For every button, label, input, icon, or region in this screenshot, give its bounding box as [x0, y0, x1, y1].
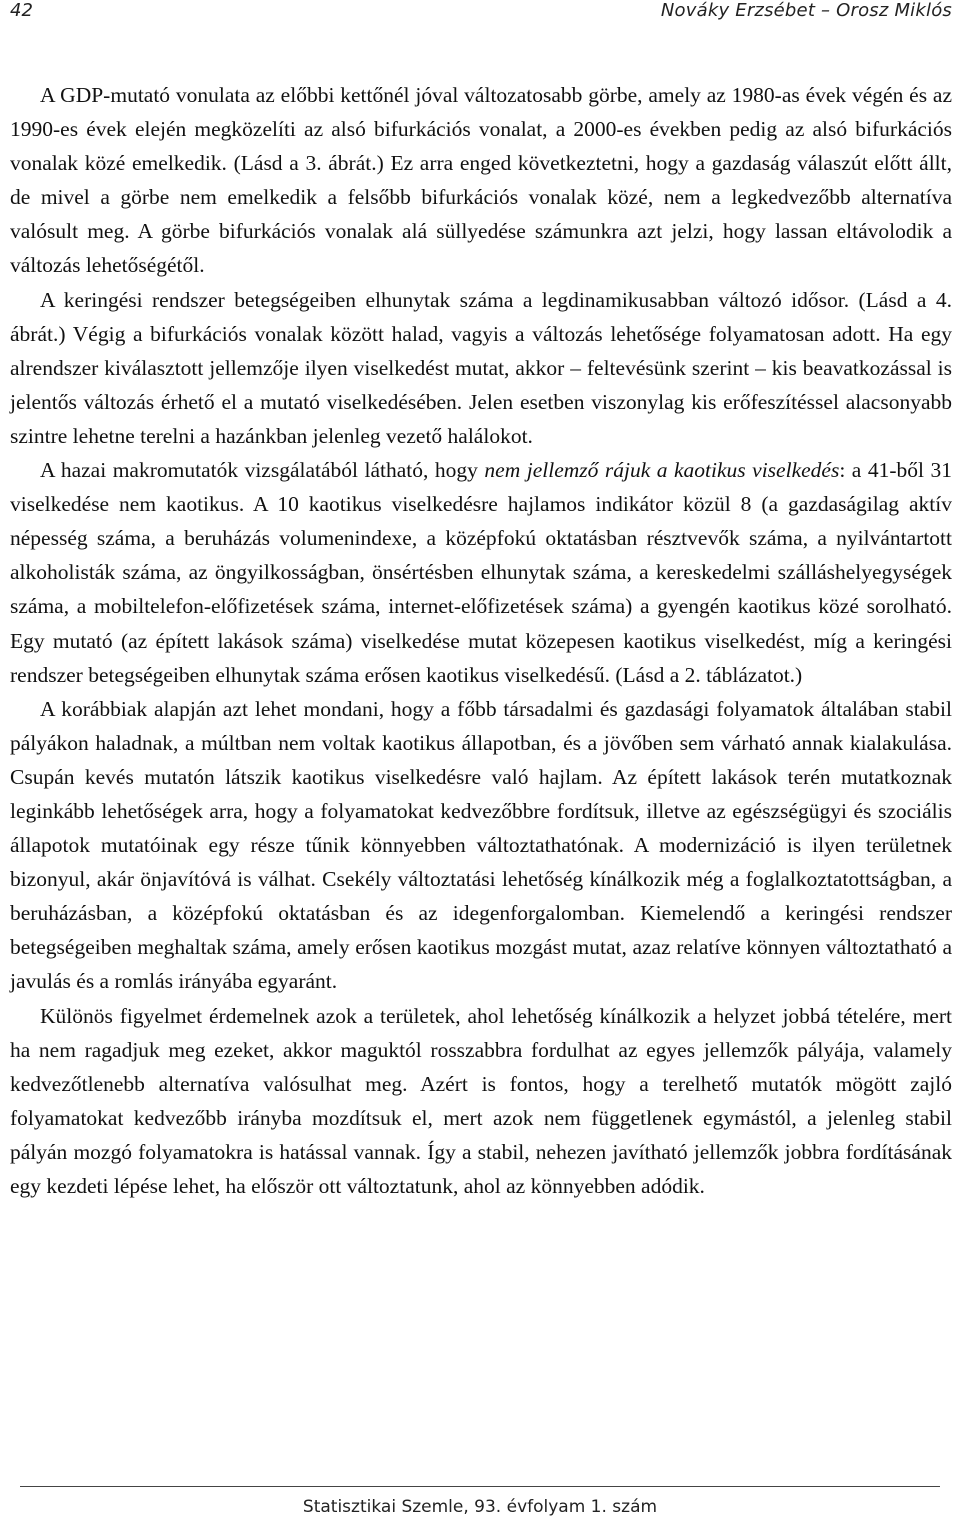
paragraph-text: A korábbiak alapján azt lehet mondani, hogy a főbb társadalmi és gazdasági folyamatok általában stabil pályákon haladnak, a múltban nem voltak kaotikus állapotban, és a jövőben sem várható annak kialakulása. Csupán kevés mutatón látszik kaotikus viselkedésre való hajlam. Az épített lakások terén mutatkoznak leginkább lehetőségek arra, hogy a folyamatokat kedvezőbbre fordítsuk, illetve az egészségügyi és szociális állapotok mutatóinak egy része tűnik könnyebben változtathatónak. A modernizáció is ilyen területnek bizonyul, akár önjavítóvá is válhat. Csekély változtatási lehetőség kínálkozik még a foglalkoztatottságban, a beruházásban, a középfokú oktatásban és az idegenforgalomban. Kiemelendő a keringési rendszer betegségeiben meghaltak száma, amely erősen kaotikus mozgást mutat, azaz relatíve könnyen változtatható a javulás és a romlás irányába egyaránt. [10, 696, 952, 994]
running-title: Nováky Erzsébet – Orosz Miklós [660, 0, 952, 21]
paragraph-text: Különös figyelmet érdemelnek azok a területek, ahol lehetőség kínálkozik a helyzet jobbá tételére, mert ha nem ragadjuk meg ezeket, akkor maguktól rosszabbra fordulhat az egyes jellemzők pályája, valamely kedvezőtlenebb alternatíva valósulhat meg. Azért is fontos, hogy a terelhető mutatók mögött zajló folyamatokat kedvezőbb irányba mozdítsuk el, mert azok nem függetlenek egymástól, a jelenleg stabil pályán mozgó folyamatokra is hatással vannak. Így a stabil, nehezen javítható jellemzők jobbra fordításának egy kezdeti lépése lehet, ha először ott változtatunk, ahol az könnyebben adódik. [10, 1003, 952, 1198]
journal-citation: Statisztikai Szemle, 93. évfolyam 1. szám [302, 1497, 658, 1517]
paragraph [10, 453, 952, 692]
paragraph [10, 692, 952, 999]
paragraph-text: A keringési rendszer betegségeiben elhunytak száma a legdinamikusabban változó idősor. (Lásd a 4. ábrát.) Végig a bifurkációs vonalak között halad, vagyis a változás lehetősége folyamatosan adott. Ha egy alrendszer kiválasztott jellemzője ilyen viselkedést mutat, akkor – feltevésünk szerint – kis beavatkozással is jelentős változás érhető el a mutató viselkedésében. Jelen esetben viszonylag kis erőfeszítéssel alacsonyabb szintre lehetne terelni a hazánkban jelenleg vezető halálokot. [10, 287, 952, 448]
footer-divider [20, 1486, 940, 1487]
page-footer [0, 1497, 960, 1517]
article-body [10, 78, 952, 1203]
page-header [10, 0, 952, 26]
paragraph [10, 78, 952, 283]
paragraph-text: A hazai makromutatók vizsgálatából látható, hogy [40, 458, 485, 483]
paragraph-text: : a 41-ből 31 viselkedése nem kaotikus. A 10 kaotikus viselkedésre hajlamos indikátor közül 8 (a gazdaságilag aktív népesség száma, a beruházás volumenindexe, a középfokú oktatásban résztvevők száma, a nyilvántartott alkoholisták száma, az öngyilkosságban, önsértésben elhunytak száma, a kereskedelmi szálláshelyegységek száma, a mobiltelefon-előfizetések száma, internet-előfizetések száma) a gyengén kaotikus közé sorolható. Egy mutató (az épített lakások száma) viselkedése mutat közepesen kaotikus viselkedést, míg a keringési rendszer betegségeiben elhunytak száma erősen kaotikus viselkedésű. (Lásd a 2. táblázatot.) [10, 458, 952, 687]
page-number: 42 [10, 0, 33, 21]
paragraph-text: A GDP-mutató vonulata az előbbi kettőnél jóval változatosabb görbe, amely az 1980-as évek végén és az 1990-es évek elején megközelíti az alsó bifurkációs vonalat, a 2000-es években pedig az alsó bifurkációs vonalak közé emelkedik. (Lásd a 3. ábrát.) Ez arra enged következtetni, hogy a gazdaság válaszút előtt állt, de mivel a görbe nem emelkedik a felsőbb bifurkációs vonalak közé, nem a legkedvezőbb alternatíva valósult meg. A görbe bifurkációs vonalak alá süllyedése számunkra azt jelzi, hogy lassan eltávolodik a változás lehetőségétől. [10, 83, 952, 278]
paragraph [10, 283, 952, 453]
emphasized-text: nem jellemző rájuk a kaotikus viselkedés [484, 458, 840, 483]
paragraph [10, 999, 952, 1204]
